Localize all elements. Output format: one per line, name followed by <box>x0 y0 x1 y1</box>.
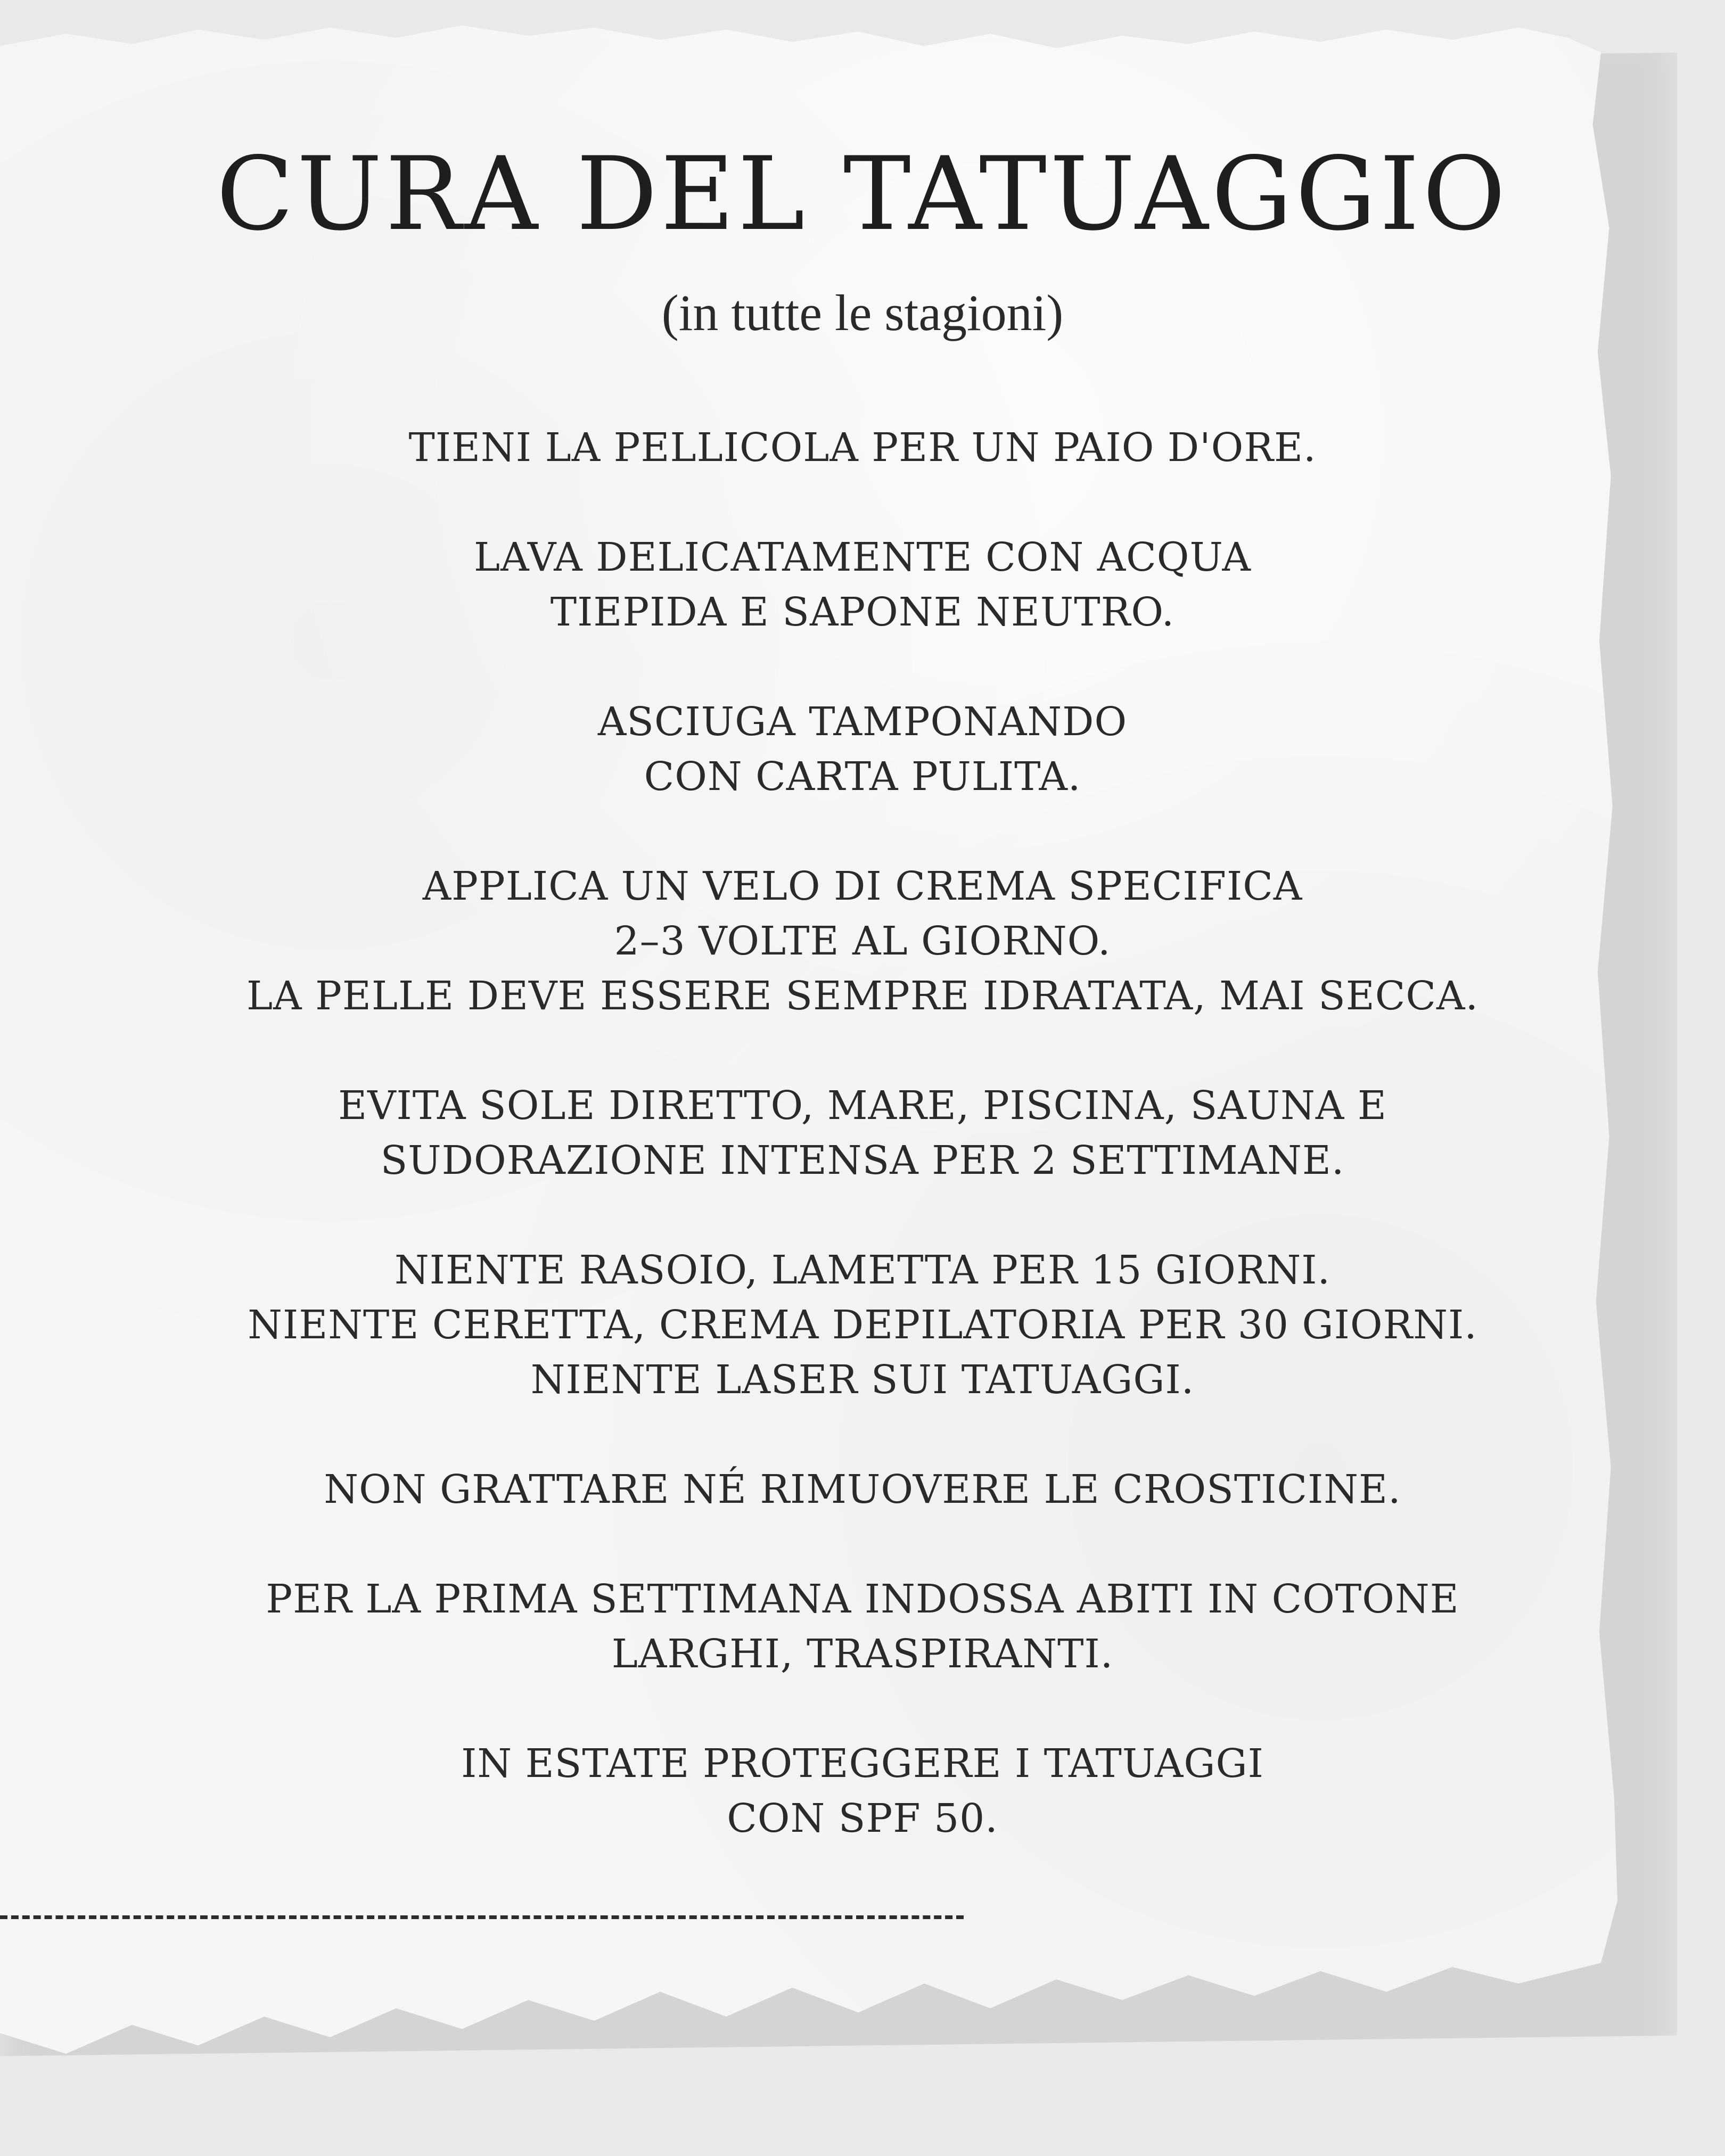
instruction-line: EVITA SOLE DIRETTO, MARE, PISCINA, SAUNA E <box>338 1083 1387 1129</box>
instruction-line: CON CARTA PULITA. <box>644 754 1081 800</box>
instruction-line: NIENTE RASOIO, LAMETTA PER 15 GIORNI. <box>394 1247 1331 1293</box>
instruction-line: TIENI LA PELLICOLA PER UN PAIO D'ORE. <box>408 425 1317 471</box>
instruction-line: ASCIUGA TAMPONANDO <box>597 699 1128 745</box>
instruction-line: NIENTE LASER SUI TATUAGGI. <box>530 1357 1195 1403</box>
instruction-block <box>160 1243 1565 1408</box>
instruction-line: CON SPF 50. <box>727 1796 998 1841</box>
instruction-line: NON GRATTARE NÉ RIMUOVERE LE CROSTICINE. <box>324 1467 1401 1512</box>
instruction-line: LARGHI, TRASPIRANTI. <box>611 1631 1114 1677</box>
instruction-line: 2–3 VOLTE AL GIORNO. <box>614 918 1111 964</box>
instruction-line: LAVA DELICATAMENTE CON ACQUA <box>473 534 1251 580</box>
instruction-block <box>160 1462 1565 1517</box>
instruction-block <box>160 1737 1565 1846</box>
instruction-block <box>160 530 1565 640</box>
dashed-cut-line <box>0 1915 964 1919</box>
instruction-line: SUDORAZIONE INTENSA PER 2 SETTIMANE. <box>380 1138 1345 1183</box>
instruction-line: NIENTE CERETTA, CREMA DEPILATORIA PER 30 GIORNI. <box>248 1302 1477 1348</box>
instruction-line: IN ESTATE PROTEGGERE I TATUAGGI <box>461 1741 1264 1787</box>
instruction-block <box>160 421 1565 475</box>
instruction-block <box>160 1572 1565 1682</box>
instruction-block <box>160 695 1565 804</box>
page-title: CURA DEL TATUAGGIO <box>216 135 1509 253</box>
instructions-list <box>160 421 1565 1901</box>
instruction-line: TIEPIDA E SAPONE NEUTRO. <box>550 589 1175 635</box>
instruction-block <box>160 1079 1565 1188</box>
page-subtitle: (in tutte le stagioni) <box>661 284 1064 341</box>
instruction-block <box>160 859 1565 1024</box>
instruction-line: APPLICA UN VELO DI CREMA SPECIFICA <box>422 863 1303 909</box>
instruction-line: LA PELLE DEVE ESSERE SEMPRE IDRATATA, MAI SECCA. <box>246 973 1479 1019</box>
instruction-line: PER LA PRIMA SETTIMANA INDOSSA ABITI IN COTONE <box>266 1576 1459 1622</box>
